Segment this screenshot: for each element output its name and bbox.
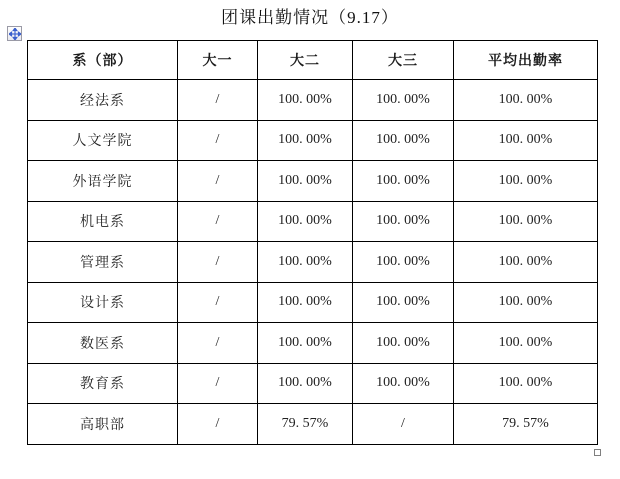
- dept-cell[interactable]: 外语学院: [28, 161, 178, 202]
- page-title: 团课出勤情况（9.17）: [221, 8, 399, 27]
- value-cell[interactable]: 100. 00%: [454, 120, 598, 161]
- column-header[interactable]: 大二: [258, 41, 353, 80]
- value-cell[interactable]: 100. 00%: [454, 201, 598, 242]
- table-row: [28, 282, 598, 323]
- value-cell[interactable]: 100. 00%: [258, 323, 353, 364]
- value-cell[interactable]: /: [178, 161, 258, 202]
- header-row: [28, 41, 598, 80]
- dept-cell[interactable]: 机电系: [28, 201, 178, 242]
- value-cell[interactable]: 100. 00%: [353, 363, 454, 404]
- value-cell[interactable]: 79. 57%: [454, 404, 598, 445]
- value-cell[interactable]: 100. 00%: [353, 120, 454, 161]
- dept-cell[interactable]: 设计系: [28, 282, 178, 323]
- value-cell[interactable]: 100. 00%: [454, 242, 598, 283]
- value-cell[interactable]: /: [178, 363, 258, 404]
- value-cell[interactable]: /: [178, 120, 258, 161]
- value-cell[interactable]: 79. 57%: [258, 404, 353, 445]
- table-resize-handle[interactable]: [594, 449, 601, 456]
- value-cell[interactable]: 100. 00%: [258, 201, 353, 242]
- value-cell[interactable]: 100. 00%: [454, 161, 598, 202]
- table-move-handle[interactable]: [7, 26, 22, 41]
- column-header[interactable]: 系（部）: [28, 41, 178, 80]
- table-row: [28, 201, 598, 242]
- value-cell[interactable]: 100. 00%: [353, 242, 454, 283]
- column-header[interactable]: 大三: [353, 41, 454, 80]
- dept-cell[interactable]: 高职部: [28, 404, 178, 445]
- value-cell[interactable]: 100. 00%: [258, 282, 353, 323]
- table-row: [28, 323, 598, 364]
- value-cell[interactable]: /: [178, 323, 258, 364]
- value-cell[interactable]: 100. 00%: [353, 201, 454, 242]
- value-cell[interactable]: 100. 00%: [454, 363, 598, 404]
- value-cell[interactable]: /: [178, 80, 258, 121]
- table-row: [28, 161, 598, 202]
- value-cell[interactable]: 100. 00%: [353, 282, 454, 323]
- dept-cell[interactable]: 人文学院: [28, 120, 178, 161]
- attendance-table: [27, 40, 598, 445]
- dept-cell[interactable]: 经法系: [28, 80, 178, 121]
- column-header[interactable]: 平均出勤率: [454, 41, 598, 80]
- value-cell[interactable]: 100. 00%: [258, 161, 353, 202]
- value-cell[interactable]: 100. 00%: [258, 242, 353, 283]
- value-cell[interactable]: /: [353, 404, 454, 445]
- value-cell[interactable]: 100. 00%: [353, 161, 454, 202]
- value-cell[interactable]: 100. 00%: [353, 80, 454, 121]
- table-row: [28, 242, 598, 283]
- value-cell[interactable]: /: [178, 201, 258, 242]
- value-cell[interactable]: /: [178, 242, 258, 283]
- table-row: [28, 363, 598, 404]
- value-cell[interactable]: 100. 00%: [258, 363, 353, 404]
- value-cell[interactable]: /: [178, 404, 258, 445]
- value-cell[interactable]: /: [178, 282, 258, 323]
- dept-cell[interactable]: 数医系: [28, 323, 178, 364]
- move-icon: [9, 28, 21, 40]
- value-cell[interactable]: 100. 00%: [258, 120, 353, 161]
- value-cell[interactable]: 100. 00%: [258, 80, 353, 121]
- table-row: [28, 404, 598, 445]
- value-cell[interactable]: 100. 00%: [454, 282, 598, 323]
- dept-cell[interactable]: 教育系: [28, 363, 178, 404]
- value-cell[interactable]: 100. 00%: [353, 323, 454, 364]
- column-header[interactable]: 大一: [178, 41, 258, 80]
- value-cell[interactable]: 100. 00%: [454, 80, 598, 121]
- table-row: [28, 120, 598, 161]
- table-row: [28, 80, 598, 121]
- value-cell[interactable]: 100. 00%: [454, 323, 598, 364]
- dept-cell[interactable]: 管理系: [28, 242, 178, 283]
